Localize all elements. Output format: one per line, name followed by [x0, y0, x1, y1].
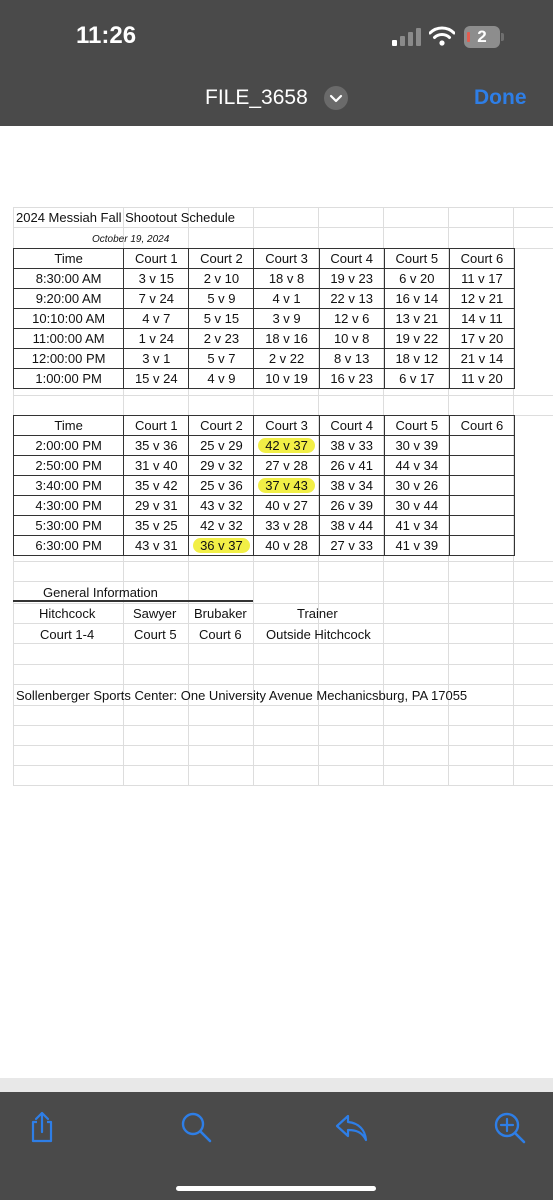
info-label: Brubaker — [194, 606, 247, 621]
home-indicator[interactable] — [176, 1186, 376, 1191]
table-row: 2:00:00 PM 35 v 36 25 v 29 42 v 37 38 v 33 30 v 39 — [14, 436, 515, 456]
battery-level: 2 — [477, 27, 487, 46]
status-time: 11:26 — [76, 22, 137, 49]
info-value: Court 1-4 — [40, 627, 95, 642]
spreadsheet-document — [13, 207, 553, 786]
table-row: 6:30:00 PM 43 v 31 36 v 37 40 v 28 27 v 33 41 v 39 — [14, 536, 515, 556]
table-row: 8:30:00 AM 3 v 15 2 v 10 18 v 8 19 v 23 6 v 20 11 v 17 — [14, 269, 515, 289]
info-value: Outside Hitchcock — [266, 627, 371, 642]
table-row: 4:30:00 PM 29 v 31 43 v 32 40 v 27 26 v 39 30 v 44 — [14, 496, 515, 516]
info-value: Court 6 — [199, 627, 242, 642]
reply-icon[interactable] — [334, 1110, 368, 1144]
file-title[interactable]: FILE_3658 — [205, 86, 308, 109]
battery-icon — [464, 26, 500, 48]
table-row: 1:00:00 PM 15 v 24 4 v 9 10 v 19 16 v 23 6 v 17 11 v 20 — [14, 369, 515, 389]
general-info-heading: General Information — [43, 585, 158, 600]
info-value: Court 5 — [134, 627, 177, 642]
search-icon[interactable] — [179, 1110, 213, 1144]
schedule-date: October 19, 2024 — [92, 234, 170, 245]
table-header-row: Time Court 1 Court 2 Court 3 Court 4 Court 5 Court 6 — [14, 249, 515, 269]
table-row: 9:20:00 AM 7 v 24 5 v 9 4 v 1 22 v 13 16 v 14 12 v 21 — [14, 289, 515, 309]
table-row: 2:50:00 PM 31 v 40 29 v 32 27 v 28 26 v 41 44 v 34 — [14, 456, 515, 476]
share-icon[interactable] — [25, 1110, 59, 1144]
table-header-row: Time Court 1 Court 2 Court 3 Court 4 Court 5 Court 6 — [14, 416, 515, 436]
zoom-in-icon[interactable] — [492, 1110, 526, 1144]
general-info-divider — [13, 600, 253, 602]
schedule-title: 2024 Messiah Fall Shootout Schedule — [16, 210, 235, 225]
bottom-toolbar — [0, 1092, 553, 1200]
status-bar — [0, 0, 553, 72]
title-menu-button[interactable] — [324, 86, 348, 110]
info-label: Hitchcock — [39, 606, 96, 621]
info-label: Sawyer — [133, 606, 177, 621]
highlighted-game: 37 v 43 — [258, 478, 315, 493]
venue-address: Sollenberger Sports Center: One University Avenue Mechanicsburg, PA 17055 — [16, 688, 468, 703]
cellular-signal-icon — [392, 28, 421, 46]
navigation-bar — [0, 72, 553, 126]
afternoon-schedule-table — [13, 415, 515, 556]
chevron-down-icon — [324, 86, 348, 110]
info-label: Trainer — [297, 606, 338, 621]
wifi-icon — [429, 26, 455, 46]
highlighted-game: 42 v 37 — [258, 438, 315, 453]
morning-schedule-table — [13, 248, 515, 389]
table-row: 11:00:00 AM 1 v 24 2 v 23 18 v 16 10 v 8 19 v 22 17 v 20 — [14, 329, 515, 349]
table-row: 5:30:00 PM 35 v 25 42 v 32 33 v 28 38 v 44 41 v 34 — [14, 516, 515, 536]
table-row: 10:10:00 AM 4 v 7 5 v 15 3 v 9 12 v 6 13 v 21 14 v 11 — [14, 309, 515, 329]
toolbar-separator — [0, 1078, 553, 1092]
table-row: 3:40:00 PM 35 v 42 25 v 36 37 v 43 38 v 34 30 v 26 — [14, 476, 515, 496]
table-row: 12:00:00 PM 3 v 1 5 v 7 2 v 22 8 v 13 18 v 12 21 v 14 — [14, 349, 515, 369]
done-button[interactable]: Done — [474, 86, 527, 109]
highlighted-game: 36 v 37 — [193, 538, 250, 553]
